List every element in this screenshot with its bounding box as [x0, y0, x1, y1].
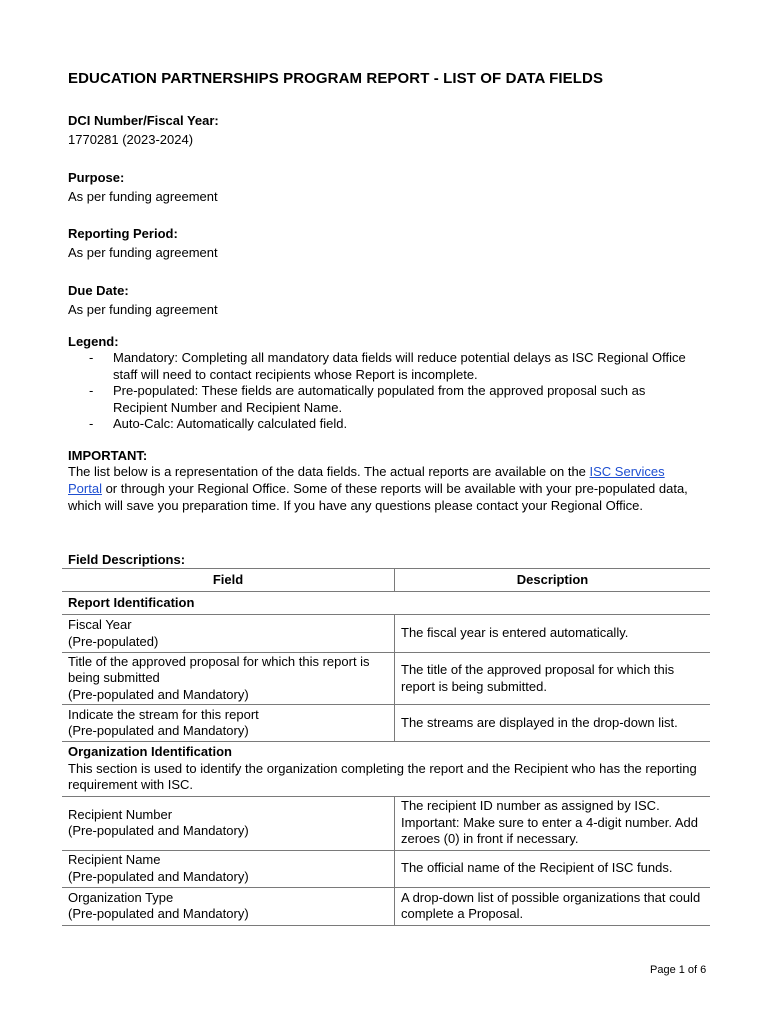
legend-list: [68, 350, 698, 433]
important-text-before: The list below is a representation of the data fields. The actual reports are available on the: [68, 464, 590, 479]
section-title: Organization Identification: [68, 744, 232, 759]
field-qualifier: (Pre-populated and Mandatory): [68, 723, 249, 738]
legend-section: [68, 333, 698, 433]
field-descriptions-table: [62, 568, 710, 926]
due-date-label: Due Date:: [68, 283, 129, 298]
dci-section: [68, 111, 718, 149]
description-cell: The fiscal year is entered automatically.: [395, 615, 711, 653]
reporting-period-value: As per funding agreement: [68, 245, 218, 260]
dci-value: 1770281 (2023-2024): [68, 132, 194, 147]
field-qualifier: (Pre-populated and Mandatory): [68, 868, 249, 884]
field-qualifier: (Pre-populated and Mandatory): [68, 906, 249, 921]
reporting-period-label: Reporting Period:: [68, 226, 178, 241]
important-text-after: or through your Regional Office. Some of these reports will be available with your pre-populated data, which will save you preparation time. If you have any questions please contact your Regional Office.: [68, 480, 688, 513]
field-name: Recipient Name: [68, 852, 161, 867]
legend-item-text: Mandatory: Completing all mandatory data fields will reduce potential delays as ISC Regional Office staff will need to contact recipients whose Report is incomplete.: [113, 350, 686, 382]
important-section: [68, 447, 700, 514]
field-name: Recipient Number: [68, 806, 173, 822]
purpose-value: As per funding agreement: [68, 189, 218, 204]
field-cell: [62, 796, 395, 850]
section-cell: [62, 742, 710, 797]
description-cell: The streams are displayed in the drop-down list.: [395, 705, 711, 742]
field-cell: [62, 850, 395, 887]
page-number: Page 1 of 6: [650, 964, 707, 976]
field-qualifier: (Pre-populated): [68, 633, 159, 649]
table-row: [62, 887, 710, 925]
section-title: Report Identification: [62, 592, 710, 615]
field-name: Organization Type: [68, 889, 174, 905]
important-text: [68, 464, 700, 514]
field-cell: [62, 615, 395, 653]
column-header-field: Field: [62, 569, 395, 592]
legend-item-text: Pre-populated: These fields are automatically populated from the approved proposal such as Recipient Number and Recipient Name.: [113, 383, 646, 415]
page-title: EDUCATION PARTNERSHIPS PROGRAM REPORT - LIST OF DATA FIELDS: [68, 70, 604, 87]
legend-label: Legend:: [68, 334, 119, 349]
field-descriptions-label: Field Descriptions:: [68, 552, 186, 567]
field-cell: [62, 653, 395, 705]
important-label: IMPORTANT:: [68, 448, 148, 463]
description-cell: The official name of the Recipient of ISC funds.: [395, 850, 711, 887]
column-header-description: Description: [395, 569, 711, 592]
purpose-label: Purpose:: [68, 170, 125, 185]
isc-services-portal-link[interactable]: ISC Services Portal: [68, 464, 665, 496]
table-row: [62, 796, 710, 850]
table-row: [62, 705, 710, 742]
section-row-report-identification: [62, 592, 710, 615]
due-date-value: As per funding agreement: [68, 302, 218, 317]
field-qualifier: (Pre-populated and Mandatory): [68, 823, 249, 838]
purpose-section: [68, 168, 718, 206]
dci-label: DCI Number/Fiscal Year:: [68, 113, 219, 128]
reporting-period-section: [68, 224, 718, 262]
field-cell: [62, 705, 395, 742]
table-row: [62, 850, 710, 887]
section-note: This section is used to identify the organization completing the report and the Recipient who has the reporting requirement with ISC.: [68, 760, 697, 792]
table-header-row: [62, 569, 710, 592]
legend-item-prepopulated: - Pre-populated: These fields are automatically populated from the approved proposal such as Recipient Number and Recipient Name.: [89, 383, 646, 415]
description-cell: The title of the approved proposal for which this report is being submitted.: [395, 653, 711, 705]
due-date-section: [68, 281, 718, 319]
field-name: Fiscal Year: [68, 617, 132, 632]
description-cell: The recipient ID number as assigned by ISC. Important: Make sure to enter a 4-digit number. Add zeroes (0) in front if necessary.: [395, 796, 711, 850]
legend-item-text: Auto-Calc: Automatically calculated field.: [113, 416, 348, 431]
legend-item-autocalc: - Auto-Calc: Automatically calculated field.: [89, 416, 348, 431]
description-cell: A drop-down list of possible organizations that could complete a Proposal.: [395, 887, 711, 925]
table-row: [62, 615, 710, 653]
field-name: Title of the approved proposal for which this report is being submitted: [68, 653, 370, 686]
field-cell: [62, 887, 395, 925]
legend-item-mandatory: - Mandatory: Completing all mandatory data fields will reduce potential delays as ISC Regional Office staff will need to contact recipients whose Report is incomplete.: [89, 350, 686, 382]
field-name: Indicate the stream for this report: [68, 706, 259, 722]
table-row: [62, 653, 710, 705]
field-qualifier: (Pre-populated and Mandatory): [68, 686, 249, 702]
section-row-organization-identification: [62, 742, 710, 797]
